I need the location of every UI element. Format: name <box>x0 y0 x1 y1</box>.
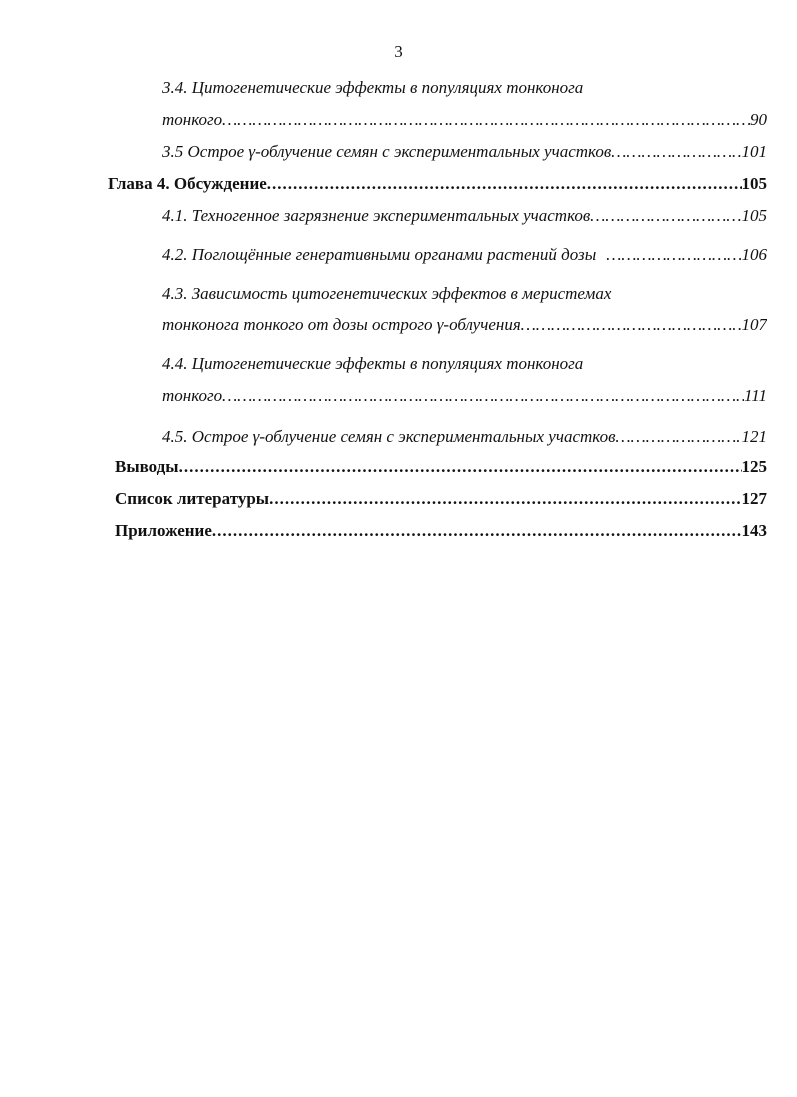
toc-conclusions <box>115 455 767 479</box>
toc-entry-4-3-line2 <box>162 313 767 337</box>
page-number: 3 <box>394 42 403 61</box>
toc-page-number: 105 <box>741 206 767 225</box>
toc-page-number: 143 <box>741 521 767 540</box>
leader-dots <box>222 384 744 408</box>
toc-entry-4-4-line2 <box>162 384 767 408</box>
leader-dots <box>606 243 741 267</box>
toc-entry-title: Приложение <box>115 521 212 540</box>
toc-page-number: 111 <box>744 386 767 405</box>
toc-appendix <box>115 519 767 543</box>
toc-entry-title: Выводы <box>115 457 179 476</box>
toc-entry-title: тонкого <box>162 386 223 405</box>
toc-page-number: 127 <box>741 489 767 508</box>
leader-dots <box>269 487 741 511</box>
toc-entry-title: 3.4. Цитогенетические эффекты в популяциях тонконога <box>162 78 584 97</box>
toc-page-number: 105 <box>741 174 767 193</box>
toc-entry-4-5 <box>162 425 767 449</box>
toc-page-number: 121 <box>741 427 767 446</box>
leader-dots <box>179 455 742 479</box>
toc-entry-title: Глава 4. Обсуждение <box>108 174 267 193</box>
toc-entry-3-4-line1 <box>162 76 722 100</box>
leader-dots <box>590 204 741 228</box>
toc-chapter-4 <box>108 172 767 196</box>
leader-dots <box>212 519 742 543</box>
leader-dots <box>615 425 741 449</box>
toc-entry-title: 3.5 Острое γ-облучение семян с экспериментальных участков <box>162 142 612 161</box>
toc-entry-title: 4.5. Острое γ-облучение семян с экспериментальных участков <box>162 427 616 446</box>
leader-dots <box>611 140 741 164</box>
toc-page-number: 90 <box>750 110 767 129</box>
toc-entry-title: Список литературы <box>115 489 270 508</box>
toc-entry-4-1 <box>162 204 767 228</box>
toc-entry-title: 4.4. Цитогенетические эффекты в популяциях тонконога <box>162 354 584 373</box>
toc-page-number: 106 <box>741 245 767 264</box>
toc-entry-title: тонконога тонкого от дозы острого γ-облучения <box>162 315 521 334</box>
toc-references <box>115 487 767 511</box>
toc-entry-4-3-line1 <box>162 282 722 306</box>
toc-entry-title: 4.1. Техногенное загрязнение экспериментальных участков <box>162 206 591 225</box>
toc-entry-title: 4.3. Зависимость цитогенетических эффектов в меристемах <box>162 284 612 303</box>
toc-entry-title: 4.2. Поглощённые генеративными органами растений дозы <box>162 245 597 264</box>
toc-entry-4-2 <box>162 243 767 267</box>
toc-entry-title: тонкого <box>162 110 223 129</box>
leader-dots <box>267 172 742 196</box>
leader-dots <box>521 313 742 337</box>
toc-entry-3-5 <box>162 140 767 164</box>
toc-entry-3-4-line2 <box>162 108 767 132</box>
toc-page-number: 101 <box>741 142 767 161</box>
leader-dots <box>222 108 750 132</box>
toc-page-number: 107 <box>741 315 767 334</box>
toc-entry-4-4-line1 <box>162 352 722 376</box>
toc-page-number: 125 <box>741 457 767 476</box>
